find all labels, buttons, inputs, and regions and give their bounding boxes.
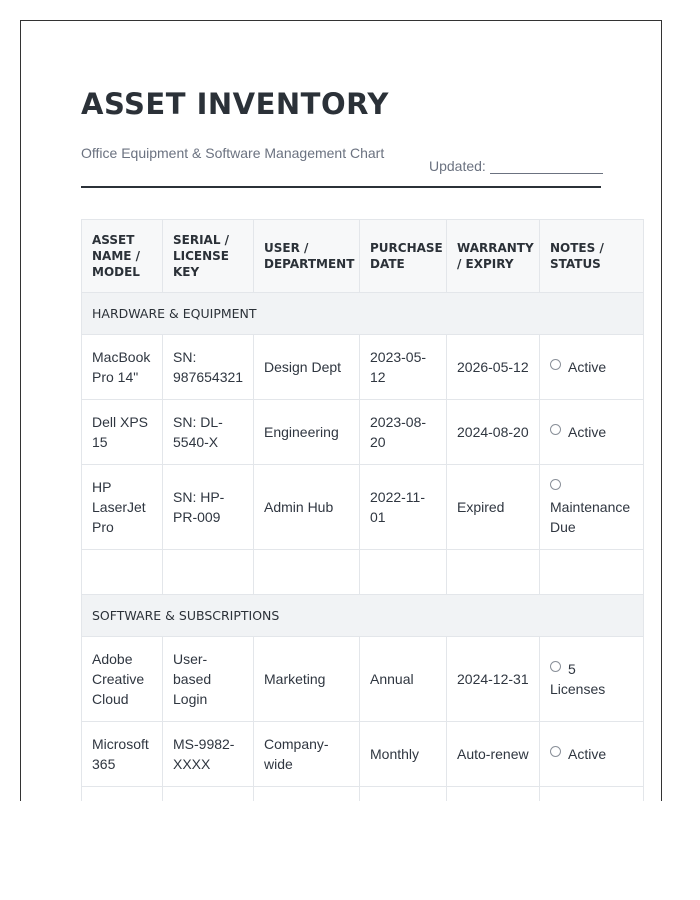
- table-header-row: [82, 220, 644, 293]
- cell-purchase: 2023-05-12: [360, 335, 447, 400]
- cell-purchase: 2022-11-01: [360, 465, 447, 550]
- empty-table-row: [82, 550, 644, 595]
- cell-user: Admin Hub: [254, 465, 360, 550]
- asset-inventory-table: [81, 219, 644, 801]
- cell-user: Design Dept: [254, 335, 360, 400]
- status-radio[interactable]: [550, 746, 561, 757]
- cell-warranty: Expired: [447, 465, 540, 550]
- status-radio[interactable]: [550, 479, 561, 490]
- cell-warranty: 2026-05-12: [447, 335, 540, 400]
- section-row-software: [82, 595, 644, 637]
- cell-status: [540, 637, 644, 722]
- cell-asset: Adobe Creative Cloud: [82, 637, 163, 722]
- status-radio[interactable]: [550, 424, 561, 435]
- cell-user: Engineering: [254, 400, 360, 465]
- status-radio[interactable]: [550, 661, 561, 672]
- cell-serial: User-based Login: [163, 637, 254, 722]
- status-radio[interactable]: [550, 359, 561, 370]
- updated-blank-line[interactable]: [490, 159, 603, 174]
- table-row: [82, 722, 644, 787]
- cell-purchase: Monthly: [360, 722, 447, 787]
- section-row-hardware: [82, 293, 644, 335]
- cell-asset: MacBook Pro 14": [82, 335, 163, 400]
- status-label: Active: [568, 746, 607, 762]
- cell-user: Marketing: [254, 637, 360, 722]
- cell-serial: SN: 987654321: [163, 335, 254, 400]
- cell-asset: Microsoft 365: [82, 722, 163, 787]
- cell-status: [540, 335, 644, 400]
- updated-field: [429, 158, 603, 174]
- status-label: Maintenance Due: [550, 499, 631, 535]
- empty-cell[interactable]: [82, 787, 163, 802]
- header-asset-name: ASSET NAME / MODEL: [82, 220, 163, 293]
- section-title: SOFTWARE & SUBSCRIPTIONS: [82, 595, 644, 637]
- header-serial: SERIAL / LICENSE KEY: [163, 220, 254, 293]
- status-label: Active: [568, 424, 607, 440]
- table-row: [82, 465, 644, 550]
- empty-cell[interactable]: [163, 787, 254, 802]
- cell-status: [540, 465, 644, 550]
- status-label: Active: [568, 359, 607, 375]
- empty-cell[interactable]: [82, 550, 163, 595]
- header-user-department: USER / DEPARTMENT: [254, 220, 360, 293]
- cell-status: [540, 787, 644, 802]
- empty-cell[interactable]: [254, 787, 360, 802]
- cell-warranty: 2024-08-20: [447, 400, 540, 465]
- cell-serial: SN: HP-PR-009: [163, 465, 254, 550]
- empty-cell[interactable]: [540, 550, 644, 595]
- document-subtitle: Office Equipment & Software Management Chart: [81, 145, 385, 161]
- status-label: 5 Licenses: [550, 661, 606, 697]
- table-row: [82, 335, 644, 400]
- cell-serial: SN: DL-5540-X: [163, 400, 254, 465]
- empty-table-row: [82, 787, 644, 802]
- section-title: HARDWARE & EQUIPMENT: [82, 293, 644, 335]
- header-notes-status: NOTES / STATUS: [540, 220, 644, 293]
- empty-cell[interactable]: [447, 550, 540, 595]
- empty-cell[interactable]: [360, 787, 447, 802]
- empty-cell[interactable]: [163, 550, 254, 595]
- cell-asset: HP LaserJet Pro: [82, 465, 163, 550]
- inventory-sheet: [20, 20, 662, 801]
- empty-cell[interactable]: [447, 787, 540, 802]
- empty-cell[interactable]: [254, 550, 360, 595]
- header-purchase-date: PURCHASE DATE: [360, 220, 447, 293]
- cell-user: Company-wide: [254, 722, 360, 787]
- cell-warranty: Auto-renew: [447, 722, 540, 787]
- cell-status: [540, 400, 644, 465]
- empty-cell[interactable]: [360, 550, 447, 595]
- cell-warranty: 2024-12-31: [447, 637, 540, 722]
- cell-serial: MS-9982-XXXX: [163, 722, 254, 787]
- header-warranty: WARRANTY / EXPIRY: [447, 220, 540, 293]
- table-row: [82, 637, 644, 722]
- cell-purchase: 2023-08-20: [360, 400, 447, 465]
- document-title: ASSET INVENTORY: [81, 87, 389, 121]
- cell-purchase: Annual: [360, 637, 447, 722]
- updated-label: Updated:: [429, 158, 486, 174]
- table-row: [82, 400, 644, 465]
- cell-status: [540, 722, 644, 787]
- title-divider: [81, 186, 601, 188]
- cell-asset: Dell XPS 15: [82, 400, 163, 465]
